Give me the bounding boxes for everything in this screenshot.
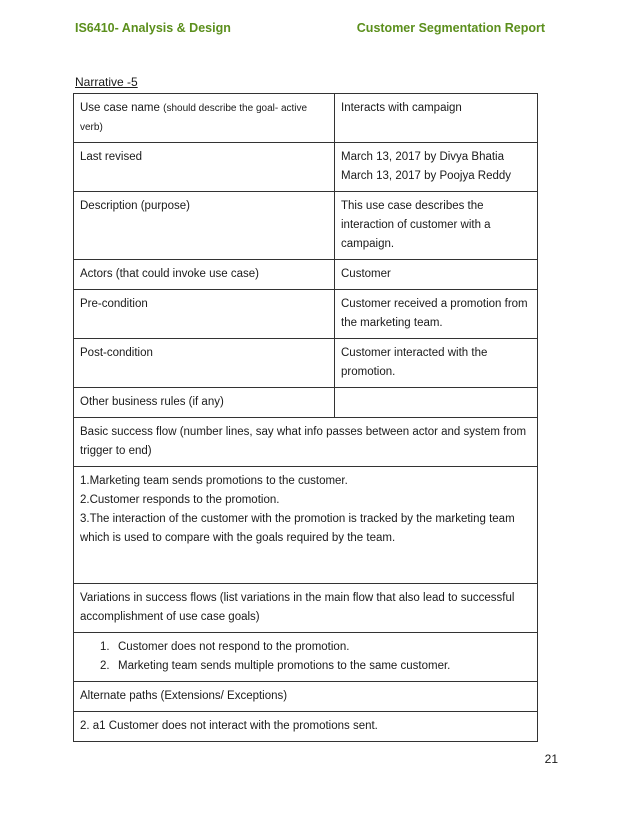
precondition-label: Pre-condition xyxy=(74,290,335,339)
variations-list xyxy=(74,633,538,682)
list-item xyxy=(100,657,531,676)
list-text: Marketing team sends multiple promotions to the same customer. xyxy=(118,660,451,672)
row-precondition xyxy=(74,290,538,339)
last-revised-value xyxy=(335,143,538,192)
actors-value: Customer xyxy=(335,260,538,290)
row-description xyxy=(74,192,538,260)
row-actors xyxy=(74,260,538,290)
list-text: Customer does not respond to the promotion. xyxy=(118,641,350,653)
use-case-name-note: (should describe the goal- active verb) xyxy=(80,103,308,133)
page-number: 21 xyxy=(544,752,558,766)
revision-entry: March 13, 2017 by Poojya Reddy xyxy=(341,170,512,182)
alternate-paths-value: 2. a1 Customer does not interact with the promotions sent. xyxy=(74,712,538,742)
use-case-name-value: Interacts with campaign xyxy=(335,94,538,143)
use-case-table xyxy=(73,93,538,742)
flow-step: 1.Marketing team sends promotions to the customer. xyxy=(80,475,348,487)
course-title: IS6410- Analysis & Design xyxy=(75,21,231,35)
page-header xyxy=(75,21,545,37)
use-case-name-label xyxy=(74,94,335,143)
last-revised-label: Last revised xyxy=(74,143,335,192)
narrative-title: Narrative -5 xyxy=(75,75,138,89)
alternate-paths-heading: Alternate paths (Extensions/ Exceptions) xyxy=(74,682,538,712)
row-alternate-paths-heading xyxy=(74,682,538,712)
basic-flow-steps xyxy=(74,467,538,584)
flow-step: 3.The interaction of the customer with the promotion is tracked by the marketing team which is used to compare with the goals required by the team. xyxy=(80,513,515,544)
row-last-revised xyxy=(74,143,538,192)
row-variations-list xyxy=(74,633,538,682)
postcondition-label: Post-condition xyxy=(74,339,335,388)
list-item xyxy=(100,638,531,657)
row-alternate-paths-value xyxy=(74,712,538,742)
flow-step: 2.Customer responds to the promotion. xyxy=(80,494,280,506)
business-rules-value xyxy=(335,388,538,418)
row-basic-flow-heading xyxy=(74,418,538,467)
revision-entry: March 13, 2017 by Divya Bhatia xyxy=(341,151,505,163)
description-value: This use case describes the interaction of customer with a campaign. xyxy=(335,192,538,260)
precondition-value: Customer received a promotion from the marketing team. xyxy=(335,290,538,339)
use-case-name-label-text: Use case name xyxy=(80,102,160,114)
list-number: 1. xyxy=(100,641,110,653)
description-label: Description (purpose) xyxy=(74,192,335,260)
basic-flow-heading: Basic success flow (number lines, say what info passes between actor and system from trigger to end) xyxy=(74,418,538,467)
row-use-case-name xyxy=(74,94,538,143)
row-variations-heading xyxy=(74,584,538,633)
report-title: Customer Segmentation Report xyxy=(356,21,545,35)
row-business-rules xyxy=(74,388,538,418)
actors-label: Actors (that could invoke use case) xyxy=(74,260,335,290)
list-number: 2. xyxy=(100,660,110,672)
row-postcondition xyxy=(74,339,538,388)
variations-heading: Variations in success flows (list variations in the main flow that also lead to successful accomplishment of use case goals) xyxy=(74,584,538,633)
postcondition-value: Customer interacted with the promotion. xyxy=(335,339,538,388)
row-basic-flow-steps xyxy=(74,467,538,584)
business-rules-label: Other business rules (if any) xyxy=(74,388,335,418)
